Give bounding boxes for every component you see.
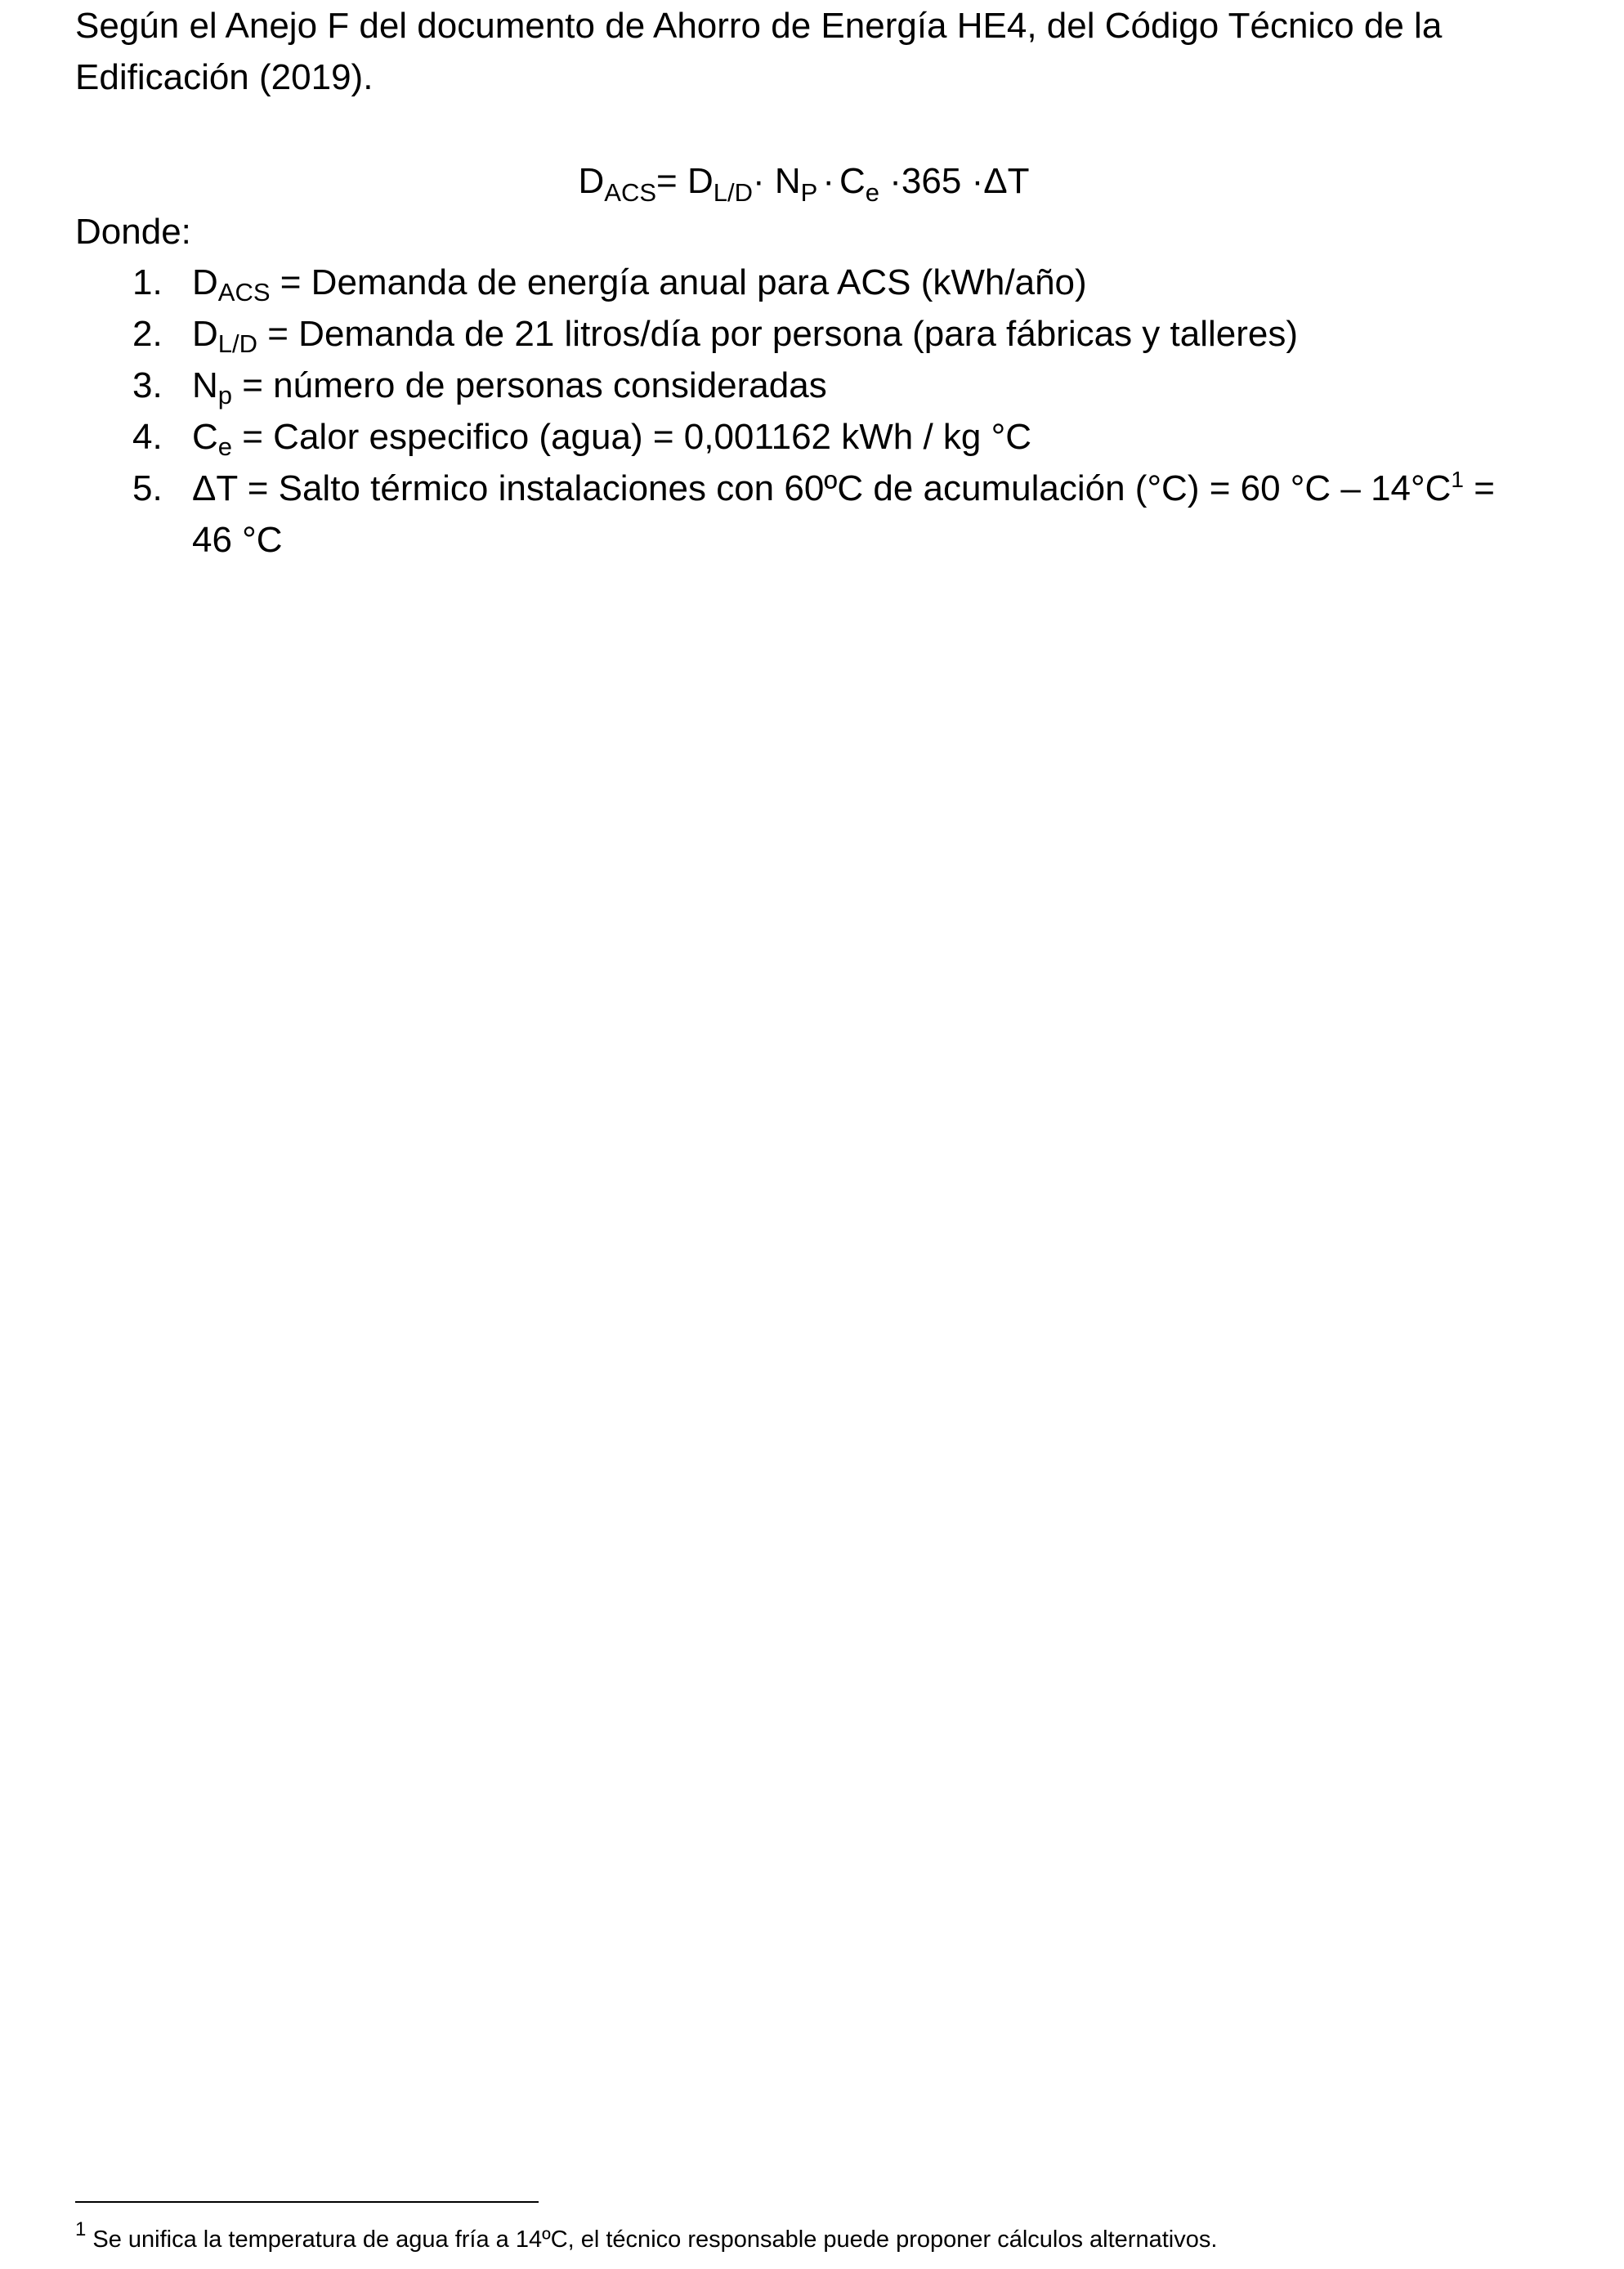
formula-n-sub: P xyxy=(800,178,818,207)
list-number: 4. xyxy=(132,417,163,457)
list-item xyxy=(0,463,1624,566)
footnote-reference[interactable]: 1 xyxy=(1451,467,1464,492)
item-text-end: = 46 °C xyxy=(192,468,1495,560)
formula-dot-2: · xyxy=(822,161,834,201)
formula-n: N xyxy=(774,161,801,201)
list-number: 1. xyxy=(132,262,163,302)
formula-dot-1: · xyxy=(752,161,765,201)
footnote xyxy=(75,2218,1595,2258)
item-symbol: D xyxy=(192,314,218,354)
item-text: ΔT = Salto térmico instalaciones con 60ºC de acumulación (°C) = 60 °C – 14°C xyxy=(192,468,1452,508)
footnote-text: Se unifica la temperatura de agua fría a 14ºC, el técnico responsable puede proponer cálculos alternativos. xyxy=(92,2226,1218,2253)
donde-label: Donde: xyxy=(75,212,191,252)
formula-d: D xyxy=(578,161,605,201)
list-number: 3. xyxy=(132,365,163,405)
formula-delta-t: ΔT xyxy=(983,161,1030,201)
item-symbol-sub: e xyxy=(217,432,233,461)
definitions-list xyxy=(0,257,1624,566)
formula-c: C xyxy=(839,161,866,201)
item-text: = número de personas consideradas xyxy=(232,365,827,405)
item-symbol: D xyxy=(192,262,218,302)
list-item xyxy=(0,411,1624,463)
formula-days: 365 xyxy=(901,161,962,201)
list-number: 5. xyxy=(132,468,163,508)
formula-dld-sub: L/D xyxy=(713,178,753,207)
formula-inner xyxy=(578,155,1029,207)
item-symbol-sub: p xyxy=(217,381,233,409)
item-text: = Demanda de energía anual para ACS (kWh/año) xyxy=(270,262,1087,302)
list-number: 2. xyxy=(132,314,163,354)
formula-dacs xyxy=(0,155,1624,207)
intro-paragraph: Según el Anejo F del documento de Ahorro de Energía HE4, del Código Técnico de la Edificación (2019). xyxy=(75,6,1443,97)
formula-dld: D xyxy=(687,161,714,201)
item-symbol: C xyxy=(192,417,218,457)
item-symbol-sub: L/D xyxy=(217,329,258,358)
footnote-mark: 1 xyxy=(75,2218,87,2240)
list-item xyxy=(0,360,1624,411)
formula-d-sub: ACS xyxy=(604,178,657,207)
formula-c-sub: e xyxy=(865,178,880,207)
list-item xyxy=(0,308,1624,360)
formula-equals: = xyxy=(656,161,678,201)
item-symbol: N xyxy=(192,365,218,405)
item-text: = Calor especifico (agua) = 0,001162 kWh / kg °C xyxy=(232,417,1031,457)
formula-dot-4: · xyxy=(971,161,984,201)
item-symbol-sub: ACS xyxy=(217,278,271,307)
item-text: = Demanda de 21 litros/día por persona (para fábricas y talleres) xyxy=(257,314,1299,354)
footnote-separator xyxy=(75,2201,539,2203)
list-item xyxy=(0,257,1624,308)
formula-dot-3: · xyxy=(889,161,901,201)
